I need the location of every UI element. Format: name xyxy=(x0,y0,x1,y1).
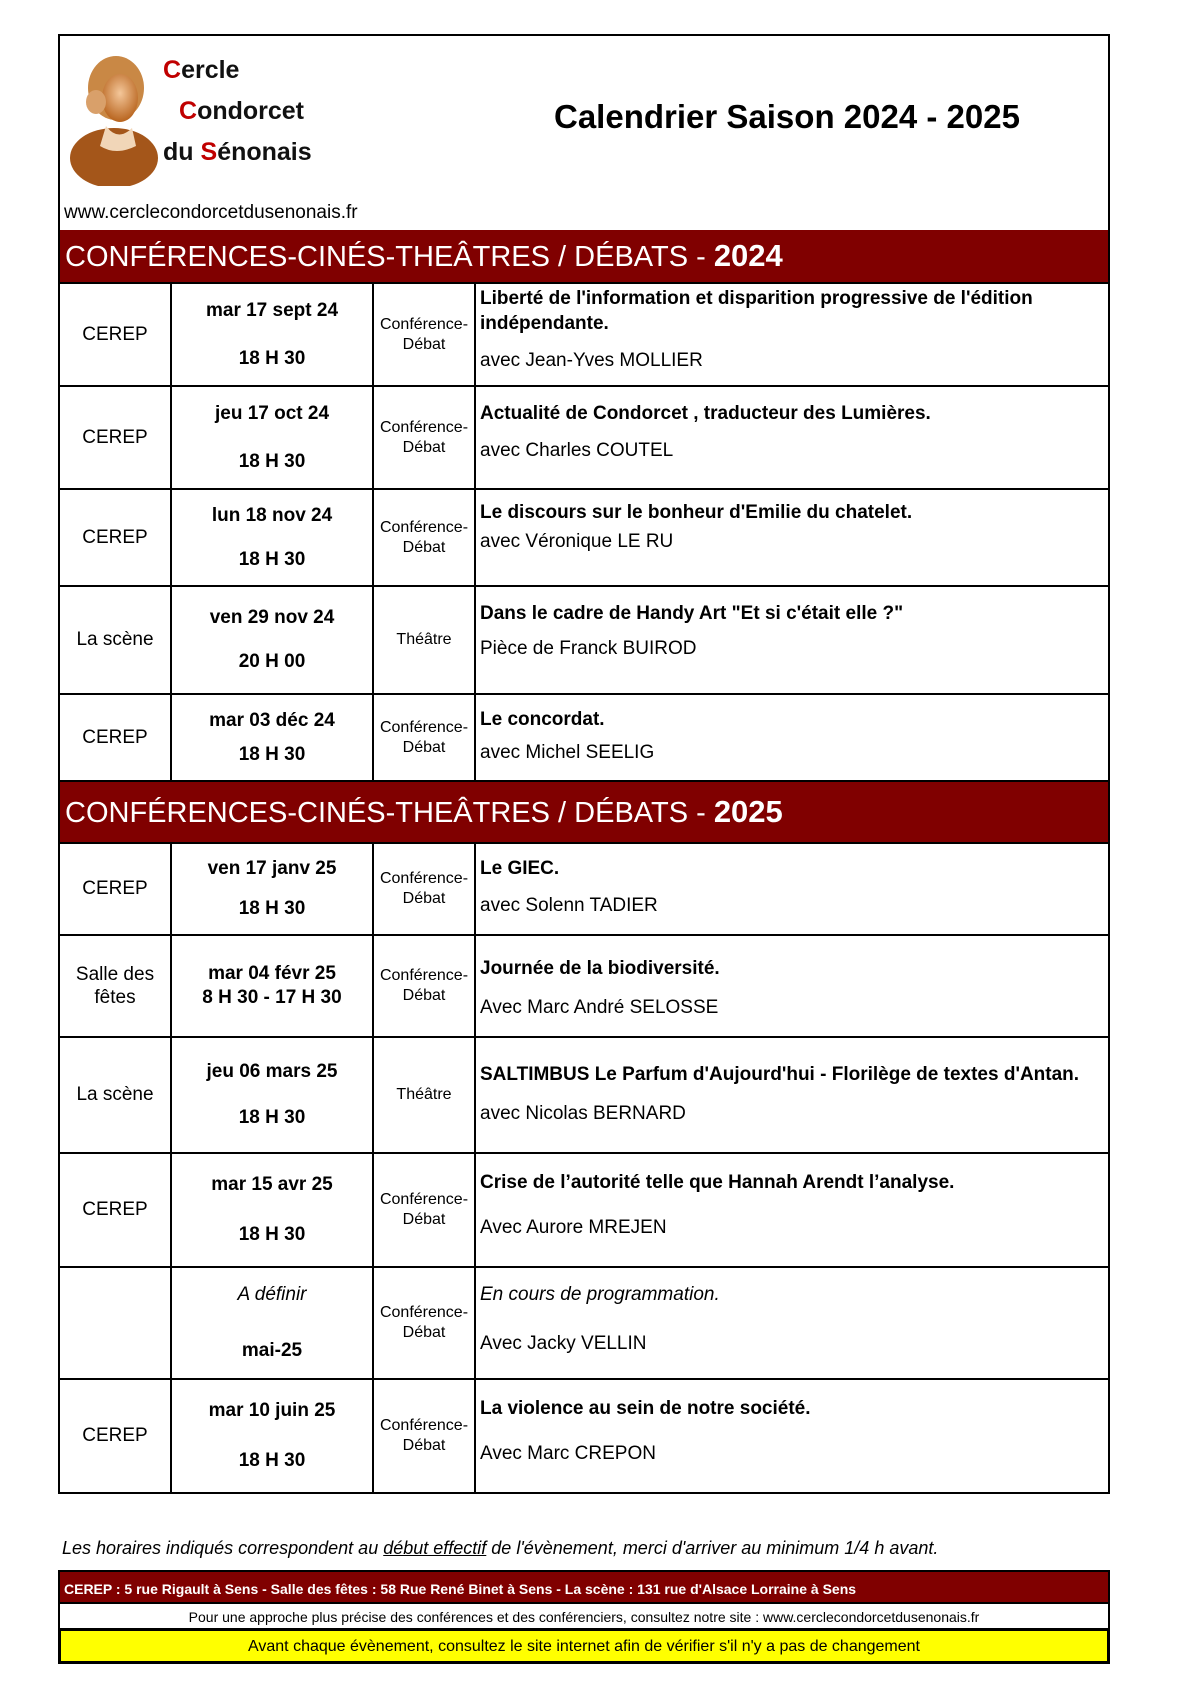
table-row xyxy=(59,1267,1109,1379)
event-date-cell xyxy=(171,586,373,694)
band-year: 2025 xyxy=(713,794,783,829)
change-warning: Avant chaque évènement, consultez le site internet afin de vérifier s'il n'y a pas de changement xyxy=(58,1630,1110,1664)
table-row xyxy=(59,935,1109,1037)
event-type: Théâtre xyxy=(373,586,475,694)
event-speaker: avec Solenn TADIER xyxy=(480,895,658,916)
band-label: CONFÉRENCES-CINÉS-THEÂTRES / DÉBATS - xyxy=(65,797,714,829)
event-venue: CEREP xyxy=(59,283,171,386)
event-time: mai-25 xyxy=(241,1340,303,1361)
event-speaker: avec Véronique LE RU xyxy=(480,531,674,552)
event-time: 18 H 30 xyxy=(238,1450,306,1471)
logo-letter: C xyxy=(163,56,182,84)
event-title: En cours de programmation. xyxy=(480,1284,720,1305)
venue-addresses: CEREP : 5 rue Rigault à Sens - Salle des fêtes : 58 Rue René Binet à Sens - La scène : 131 rue d'Alsace Lorraine à Sens xyxy=(58,1570,1110,1604)
event-time: 18 H 30 xyxy=(238,450,306,472)
event-date-cell xyxy=(171,935,373,1037)
event-title: Dans le cadre de Handy Art "Et si c'était elle ?" xyxy=(480,603,904,624)
event-date-cell xyxy=(171,694,373,781)
event-type: Conférence-Débat xyxy=(373,489,475,586)
event-date: ven 29 nov 24 xyxy=(209,607,335,628)
table-row xyxy=(59,1379,1109,1493)
event-date: ven 17 janv 25 xyxy=(207,858,337,879)
event-description xyxy=(475,586,1109,694)
event-date-cell xyxy=(171,1267,373,1379)
event-title: Le GIEC. xyxy=(480,858,560,879)
note-emphasis: début effectif xyxy=(383,1538,487,1558)
event-title: SALTIMBUS Le Parfum d'Aujourd'hui - Florilège de textes d'Antan. xyxy=(480,1064,1080,1085)
band-label: CONFÉRENCES-CINÉS-THEÂTRES / DÉBATS - xyxy=(65,241,714,273)
event-date-cell xyxy=(171,489,373,586)
timing-note xyxy=(62,1538,938,1559)
event-title: Liberté de l'information et disparition progressive de l'édition indépendante. xyxy=(480,288,1033,334)
event-date-cell xyxy=(171,1153,373,1267)
event-date-cell xyxy=(171,1379,373,1493)
event-date: mar 15 avr 25 xyxy=(211,1174,333,1195)
event-title: Crise de l’autorité telle que Hannah Arendt l’analyse. xyxy=(480,1172,955,1193)
event-time: 18 H 30 xyxy=(238,347,306,369)
table-row xyxy=(59,586,1109,694)
logo-word: ondorcet xyxy=(197,97,305,125)
event-date: jeu 17 oct 24 xyxy=(214,402,330,424)
event-speaker: Avec Marc CREPON xyxy=(480,1443,656,1464)
event-time: 18 H 30 xyxy=(238,898,306,919)
table-row xyxy=(59,489,1109,586)
logo-word: énonais xyxy=(217,138,312,166)
event-date-cell xyxy=(171,386,373,489)
event-description xyxy=(475,386,1109,489)
event-time: 8 H 30 - 17 H 30 xyxy=(202,987,342,1008)
event-type: Théâtre xyxy=(373,1037,475,1153)
event-description xyxy=(475,1267,1109,1379)
event-venue: CEREP xyxy=(59,489,171,586)
event-title: Le concordat. xyxy=(480,709,605,730)
page-title: Calendrier Saison 2024 - 2025 xyxy=(554,98,1020,135)
note-text: de l'évènement, merci d'arriver au minimum 1/4 h avant. xyxy=(486,1538,939,1558)
logo-letter: C xyxy=(179,97,198,125)
event-type: Conférence-Débat xyxy=(373,935,475,1037)
event-venue xyxy=(59,1267,171,1379)
event-venue: CEREP xyxy=(59,1379,171,1493)
event-venue: CEREP xyxy=(59,843,171,935)
event-speaker: Avec Marc André SELOSSE xyxy=(480,997,719,1018)
section-band-2025 xyxy=(58,782,1110,842)
event-date: A définir xyxy=(237,1284,307,1305)
section-band-2024 xyxy=(58,230,1110,282)
event-type: Conférence-Débat xyxy=(373,694,475,781)
events-table-2025 xyxy=(58,842,1110,1494)
event-venue: La scène xyxy=(59,586,171,694)
event-type: Conférence-Débat xyxy=(373,386,475,489)
note-text: Les horaires indiqués correspondent au xyxy=(62,1538,384,1558)
logo-word: du xyxy=(163,138,201,166)
table-row xyxy=(59,386,1109,489)
event-time: 18 H 30 xyxy=(238,548,306,570)
event-speaker: Avec Aurore MREJEN xyxy=(480,1217,667,1238)
page-footer xyxy=(58,1570,1110,1664)
event-description xyxy=(475,1379,1109,1493)
event-description xyxy=(475,935,1109,1037)
event-title: Le discours sur le bonheur d'Emilie du chatelet. xyxy=(480,502,913,523)
table-row xyxy=(59,1153,1109,1267)
event-time: 18 H 30 xyxy=(238,743,306,765)
site-url[interactable]: www.cerclecondorcetdusenonais.fr xyxy=(64,202,358,223)
event-time: 18 H 30 xyxy=(238,1107,306,1128)
event-speaker: avec Charles COUTEL xyxy=(480,440,674,461)
event-venue: CEREP xyxy=(59,1153,171,1267)
table-row xyxy=(59,283,1109,386)
event-date: mar 17 sept 24 xyxy=(205,299,339,321)
event-venue: La scène xyxy=(59,1037,171,1153)
event-date: mar 03 déc 24 xyxy=(209,709,335,731)
event-description xyxy=(475,843,1109,935)
logo-text xyxy=(163,50,312,173)
page-header xyxy=(58,34,1110,230)
table-row xyxy=(59,694,1109,781)
event-type: Conférence-Débat xyxy=(373,843,475,935)
event-type: Conférence-Débat xyxy=(373,1267,475,1379)
event-date: lun 18 nov 24 xyxy=(211,504,333,526)
event-description xyxy=(475,1037,1109,1153)
table-row xyxy=(59,843,1109,935)
logo-letter: S xyxy=(200,138,218,166)
event-description xyxy=(475,489,1109,586)
event-type: Conférence-Débat xyxy=(373,283,475,386)
event-description xyxy=(475,1153,1109,1267)
events-table-2024 xyxy=(58,282,1110,782)
event-speaker: avec Nicolas BERNARD xyxy=(480,1103,686,1124)
event-description xyxy=(475,283,1109,386)
event-speaker: Pièce de Franck BUIROD xyxy=(480,638,697,659)
site-info: Pour une approche plus précise des conférences et des conférenciers, consultez notre site : www.cerclecondorcetdusenonais.fr xyxy=(58,1604,1110,1630)
logo-word: ercle xyxy=(181,56,240,84)
event-date-cell xyxy=(171,283,373,386)
event-speaker: Avec Jacky VELLIN xyxy=(480,1333,647,1354)
event-date: mar 04 févr 25 xyxy=(208,963,336,984)
band-year: 2024 xyxy=(713,238,783,273)
event-speaker: avec Jean-Yves MOLLIER xyxy=(480,350,703,371)
event-time: 18 H 30 xyxy=(238,1224,306,1245)
event-date: mar 10 juin 25 xyxy=(208,1400,336,1421)
event-venue: CEREP xyxy=(59,386,171,489)
event-type: Conférence-Débat xyxy=(373,1153,475,1267)
event-title: La violence au sein de notre société. xyxy=(480,1398,811,1419)
event-speaker: avec Michel SEELIG xyxy=(480,742,655,763)
event-title: Actualité de Condorcet , traducteur des Lumières. xyxy=(480,403,931,424)
portrait-condorcet-icon xyxy=(66,46,158,186)
event-venue: Salle des fêtes xyxy=(59,935,171,1037)
event-venue: CEREP xyxy=(59,694,171,781)
event-type: Conférence-Débat xyxy=(373,1379,475,1493)
event-title: Journée de la biodiversité. xyxy=(480,958,720,979)
event-time: 20 H 00 xyxy=(238,651,306,672)
event-date: jeu 06 mars 25 xyxy=(206,1061,338,1082)
event-date-cell xyxy=(171,1037,373,1153)
table-row xyxy=(59,1037,1109,1153)
calendar-sheet xyxy=(58,34,1110,1494)
event-description xyxy=(475,694,1109,781)
event-date-cell xyxy=(171,843,373,935)
